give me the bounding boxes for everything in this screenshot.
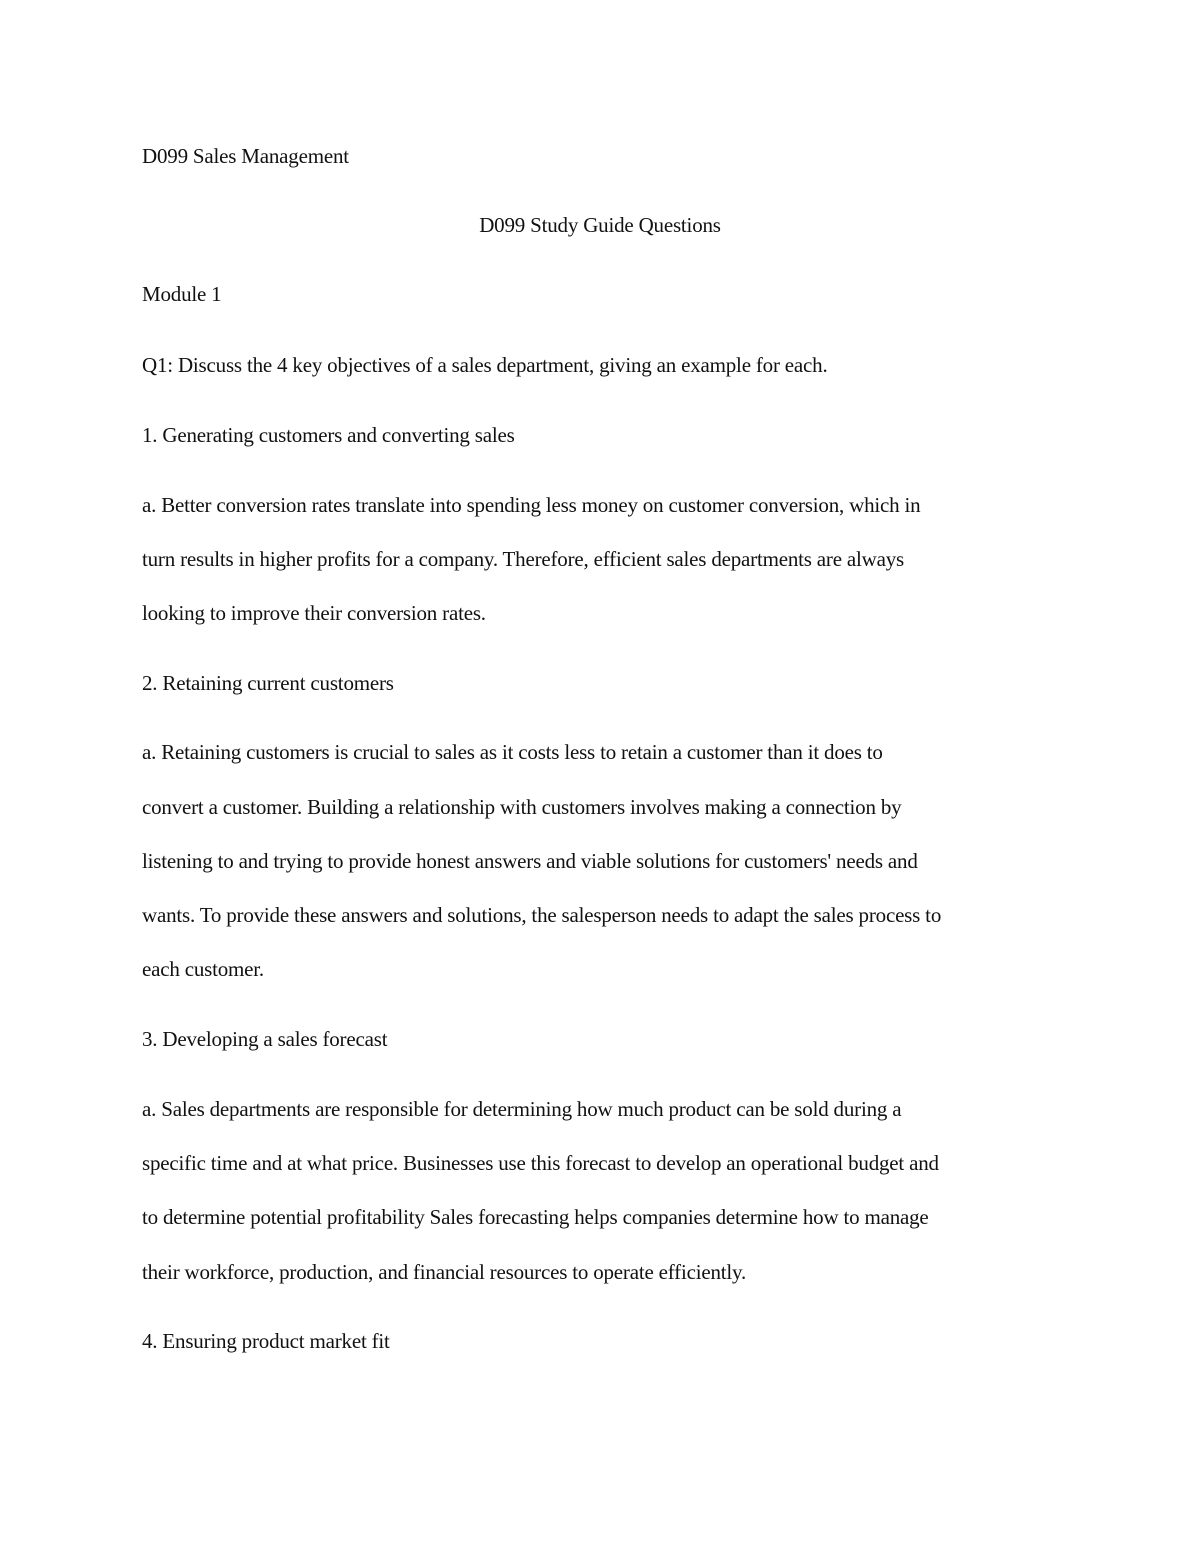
objective-2-body-line: wants. To provide these answers and solutions, the salesperson needs to adapt the sales process to (142, 903, 942, 927)
objective-3-heading: 3. Developing a sales forecast (142, 1027, 388, 1051)
objective-2-body-line: listening to and trying to provide honest answers and viable solutions for customers' needs and (142, 849, 918, 873)
objective-1-heading: 1. Generating customers and converting sales (142, 423, 515, 447)
objective-4-heading: 4. Ensuring product market fit (142, 1329, 390, 1353)
question-text: Q1: Discuss the 4 key objectives of a sales department, giving an example for each. (142, 353, 828, 377)
objective-2-body-line: each customer. (142, 957, 264, 981)
objective-1-body-line: a. Better conversion rates translate into spending less money on customer conversion, which in (142, 493, 921, 517)
objective-2-heading: 2. Retaining current customers (142, 671, 394, 695)
objective-3-body-line: specific time and at what price. Businesses use this forecast to develop an operational budget and (142, 1151, 939, 1175)
objective-1-body-line: turn results in higher profits for a company. Therefore, efficient sales departments are always (142, 547, 904, 571)
objective-3-body-line: a. Sales departments are responsible for determining how much product can be sold during a (142, 1097, 902, 1121)
objective-3-body-line: their workforce, production, and financial resources to operate efficiently. (142, 1260, 747, 1284)
objective-2-body-line: a. Retaining customers is crucial to sales as it costs less to retain a customer than it does to (142, 740, 883, 764)
document-title: D099 Study Guide Questions (479, 213, 721, 237)
module-heading: Module 1 (142, 282, 222, 306)
document-header: D099 Sales Management (142, 144, 349, 168)
objective-3-body-line: to determine potential profitability Sales forecasting helps companies determine how to manage (142, 1205, 929, 1229)
objective-1-body-line: looking to improve their conversion rates. (142, 601, 486, 625)
objective-2-body-line: convert a customer. Building a relationship with customers involves making a connection by (142, 795, 902, 819)
